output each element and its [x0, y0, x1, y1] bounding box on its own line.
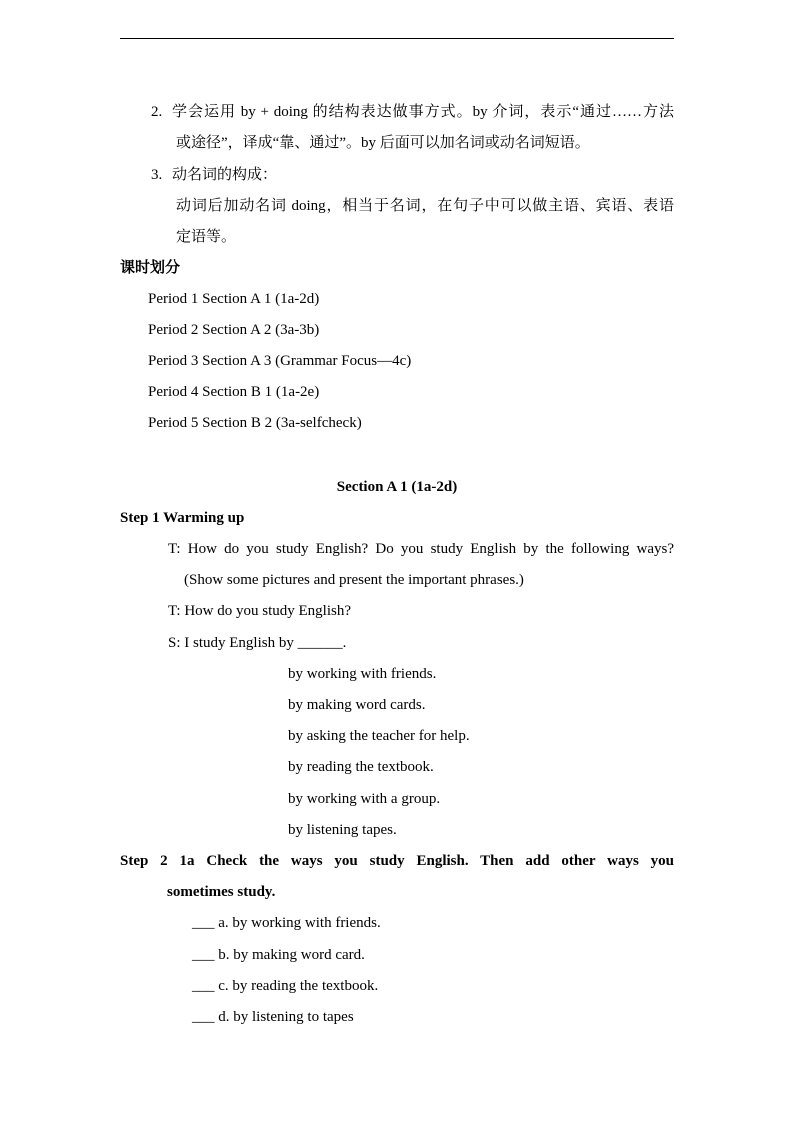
- section-title: Section A 1 (1a-2d): [336, 479, 458, 495]
- step1-phrase: by listening tapes.: [288, 822, 397, 838]
- step1-teacher-line-2: (Show some pictures and present the important phrases.): [184, 572, 524, 588]
- step1-teacher-line-1: T: How do you study English? Do you study English by the following ways?: [168, 541, 674, 557]
- step2-heading-line-2: sometimes study.: [167, 884, 276, 900]
- step2-checklist-item: ___ d. by listening to tapes: [192, 1009, 354, 1025]
- header-rule: [120, 38, 674, 39]
- objective-2-line-2: 或途径”，译成“靠、通过”。by 后面可以加名词或动名词短语。: [176, 135, 590, 151]
- objective-2-line-1: 学会运用 by + doing 的结构表达做事方式。by 介词，表示“通过……方法: [172, 104, 674, 120]
- period-item: Period 1 Section A 1 (1a-2d): [148, 291, 320, 307]
- step1-student-answer: S: I study English by ______.: [168, 635, 347, 651]
- step1-heading: Step 1 Warming up: [120, 510, 245, 526]
- step1-phrase: by asking the teacher for help.: [288, 728, 470, 744]
- step1-phrase: by working with friends.: [288, 666, 437, 682]
- objective-2-number: 2.: [151, 104, 163, 120]
- step1-teacher-question: T: How do you study English?: [168, 603, 351, 619]
- step1-phrase: by working with a group.: [288, 791, 441, 807]
- objective-3-line-3: 定语等。: [176, 229, 237, 245]
- step2-checklist-item: ___ a. by working with friends.: [192, 915, 381, 931]
- objective-3-line-1: 动名词的构成：: [172, 167, 278, 183]
- step1-phrase: by making word cards.: [288, 697, 426, 713]
- period-item: Period 2 Section A 2 (3a-3b): [148, 322, 320, 338]
- step2-checklist-item: ___ b. by making word card.: [192, 947, 365, 963]
- step1-phrase: by reading the textbook.: [288, 759, 434, 775]
- step2-checklist-item: ___ c. by reading the textbook.: [192, 978, 379, 994]
- periods-heading: 课时划分: [120, 260, 181, 276]
- objective-3-number: 3.: [151, 167, 163, 183]
- period-item: Period 3 Section A 3 (Grammar Focus—4c): [148, 353, 412, 369]
- period-item: Period 5 Section B 2 (3a-selfcheck): [148, 415, 362, 431]
- period-item: Period 4 Section B 1 (1a-2e): [148, 384, 320, 400]
- objective-3-line-2: 动词后加动名词 doing，相当于名词，在句子中可以做主语、宾语、表语: [176, 198, 674, 214]
- step2-heading-line-1: Step 2 1a Check the ways you study English. Then add other ways you: [120, 853, 674, 869]
